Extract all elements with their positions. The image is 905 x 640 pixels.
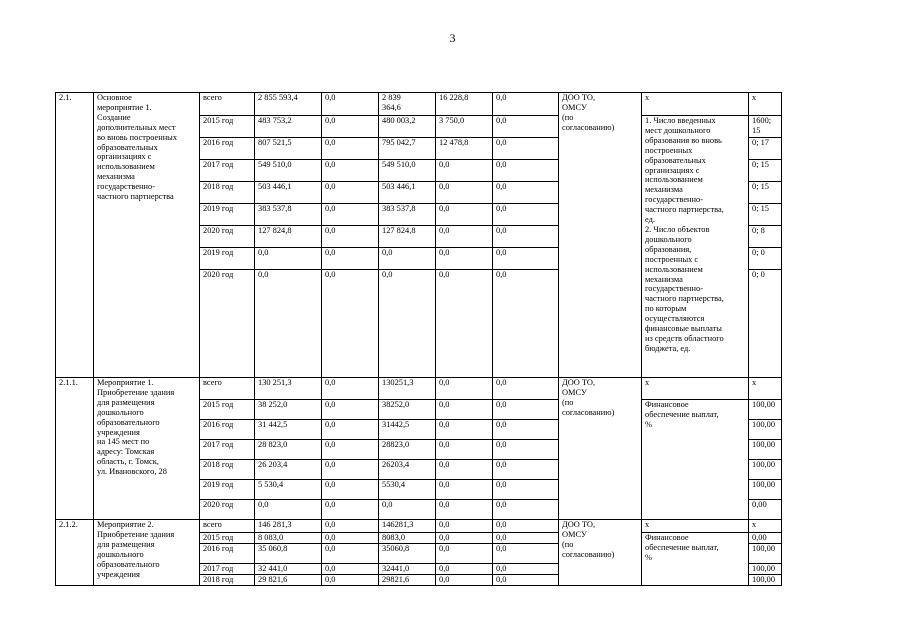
regional-funding: 35060,8 [379, 544, 436, 564]
total-funding: 35 060,8 [255, 544, 322, 564]
total-funding: 130 251,3 [255, 378, 322, 400]
total-funding: 383 537,8 [255, 204, 322, 226]
year-cell: 2019 год [200, 248, 255, 270]
section-number: 2.1.1. [56, 378, 94, 520]
year-cell: 2018 год [200, 182, 255, 204]
regional-funding: 8083,0 [379, 533, 436, 544]
local-funding: 16 228,8 [436, 93, 493, 116]
regional-funding: 503 446,1 [379, 182, 436, 204]
total-funding: 0,0 [255, 270, 322, 378]
other-funding: 0,0 [493, 138, 559, 160]
executor: ДОО ТО, ОМСУ (по согласованию) [559, 93, 642, 378]
indicator-header: х [642, 520, 749, 533]
local-funding: 0,0 [436, 440, 493, 460]
section-name: Мероприятие 1. Приобретение здания для размещения дошкольного образовательного учреждения на 145 мест по адресу: Томская область, г. Томск, ул. Ивановского, 28 [94, 378, 200, 520]
section-name: Основное мероприятие 1. Создание дополнительных мест во вновь построенных образовательных организациях с использованием механизма государственно- частного партнерства [94, 93, 200, 378]
indicator-value: 100,00 [749, 480, 782, 500]
regional-funding: 28823,0 [379, 440, 436, 460]
year-cell: 2019 год [200, 204, 255, 226]
other-funding: 0,0 [493, 160, 559, 182]
page-number: 3 [449, 31, 456, 45]
local-funding: 0,0 [436, 248, 493, 270]
indicator-header: х [642, 378, 749, 400]
indicator-value: 0; 15 [749, 204, 782, 226]
section-number: 2.1. [56, 93, 94, 378]
year-cell: 2015 год [200, 533, 255, 544]
year-cell: 2017 год [200, 564, 255, 575]
indicator-value: 0; 0 [749, 270, 782, 378]
other-funding: 0,0 [493, 575, 559, 586]
regional-funding: 26203,4 [379, 460, 436, 480]
federal-funding: 0,0 [322, 520, 379, 533]
indicator-value: 100,00 [749, 440, 782, 460]
local-funding: 0,0 [436, 378, 493, 400]
executor: ДОО ТО, ОМСУ (по согласованию) [559, 520, 642, 586]
regional-funding: 0,0 [379, 248, 436, 270]
regional-funding: 146281,3 [379, 520, 436, 533]
regional-funding: 29821,6 [379, 575, 436, 586]
indicator-description: Финансовое обеспечение выплат, % [642, 533, 749, 586]
total-funding: 8 083,0 [255, 533, 322, 544]
year-cell: 2020 год [200, 500, 255, 520]
other-funding: 0,0 [493, 182, 559, 204]
federal-funding: 0,0 [322, 116, 379, 138]
federal-funding: 0,0 [322, 575, 379, 586]
year-cell: всего [200, 93, 255, 116]
regional-funding: 795 042,7 [379, 138, 436, 160]
federal-funding: 0,0 [322, 544, 379, 564]
other-funding: 0,0 [493, 93, 559, 116]
total-funding: 483 753,2 [255, 116, 322, 138]
local-funding: 0,0 [436, 533, 493, 544]
year-cell: 2018 год [200, 460, 255, 480]
year-cell: 2017 год [200, 160, 255, 182]
indicator-value: 0; 0 [749, 248, 782, 270]
indicator-value: 100,00 [749, 575, 782, 586]
other-funding: 0,0 [493, 226, 559, 248]
federal-funding: 0,0 [322, 138, 379, 160]
federal-funding: 0,0 [322, 440, 379, 460]
indicator-value: 0; 17 [749, 138, 782, 160]
year-cell: 2015 год [200, 400, 255, 420]
section-name: Мероприятие 2. Приобретение здания для размещения дошкольного образовательного учреждения [94, 520, 200, 586]
year-cell: 2016 год [200, 420, 255, 440]
federal-funding: 0,0 [322, 460, 379, 480]
indicator-value: 100,00 [749, 564, 782, 575]
other-funding: 0,0 [493, 544, 559, 564]
total-funding: 807 521,5 [255, 138, 322, 160]
indicator-description: 1. Число введенных мест дошкольного образования во вновь построенных образовательных организациях с использованием механизма государственно- частного партнерства, ед. 2. Число объектов дошкольного образования, построенных с использованием механизма государственно- частного партнерства, по которым осуществляются финансовые выплаты из средств областного бюджета, ед. [642, 116, 749, 378]
other-funding: 0,0 [493, 204, 559, 226]
indicator-value: 0; 8 [749, 226, 782, 248]
total-funding: 38 252,0 [255, 400, 322, 420]
other-funding: 0,0 [493, 400, 559, 420]
other-funding: 0,0 [493, 116, 559, 138]
local-funding: 0,0 [436, 160, 493, 182]
federal-funding: 0,0 [322, 270, 379, 378]
other-funding: 0,0 [493, 480, 559, 500]
total-funding: 0,0 [255, 500, 322, 520]
indicator-value: 100,00 [749, 544, 782, 564]
executor: ДОО ТО, ОМСУ (по согласованию) [559, 378, 642, 520]
other-funding: 0,0 [493, 520, 559, 533]
local-funding: 0,0 [436, 400, 493, 420]
indicator-value: 0; 15 [749, 182, 782, 204]
total-funding: 31 442,5 [255, 420, 322, 440]
regional-funding: 480 003,2 [379, 116, 436, 138]
year-cell: 2015 год [200, 116, 255, 138]
indicator-value: 1600; 15 [749, 116, 782, 138]
total-funding: 503 446,1 [255, 182, 322, 204]
year-cell: всего [200, 520, 255, 533]
indicator-value: 100,00 [749, 460, 782, 480]
other-funding: 0,0 [493, 378, 559, 400]
local-funding: 3 750,0 [436, 116, 493, 138]
other-funding: 0,0 [493, 420, 559, 440]
year-cell: 2017 год [200, 440, 255, 460]
federal-funding: 0,0 [322, 182, 379, 204]
indicator-header: х [642, 93, 749, 116]
indicator-value: 100,00 [749, 400, 782, 420]
federal-funding: 0,0 [322, 500, 379, 520]
year-cell: 2016 год [200, 544, 255, 564]
year-cell: 2016 год [200, 138, 255, 160]
regional-funding: 383 537,8 [379, 204, 436, 226]
regional-funding: 38252,0 [379, 400, 436, 420]
table-row [56, 520, 782, 533]
regional-funding: 130251,3 [379, 378, 436, 400]
local-funding: 0,0 [436, 226, 493, 248]
federal-funding: 0,0 [322, 160, 379, 182]
regional-funding: 0,0 [379, 500, 436, 520]
program-activities-table [55, 92, 782, 586]
federal-funding: 0,0 [322, 533, 379, 544]
local-funding: 0,0 [436, 564, 493, 575]
local-funding: 0,0 [436, 500, 493, 520]
total-funding: 127 824,8 [255, 226, 322, 248]
other-funding: 0,0 [493, 270, 559, 378]
table-row [56, 93, 782, 116]
federal-funding: 0,0 [322, 378, 379, 400]
total-funding: 549 510,0 [255, 160, 322, 182]
year-cell: всего [200, 378, 255, 400]
regional-funding: 5530,4 [379, 480, 436, 500]
other-funding: 0,0 [493, 533, 559, 544]
local-funding: 0,0 [436, 270, 493, 378]
total-funding: 32 441,0 [255, 564, 322, 575]
indicator-value: 0,00 [749, 500, 782, 520]
total-funding: 146 281,3 [255, 520, 322, 533]
local-funding: 0,0 [436, 544, 493, 564]
other-funding: 0,0 [493, 500, 559, 520]
total-funding: 29 821,6 [255, 575, 322, 586]
total-funding: 26 203,4 [255, 460, 322, 480]
federal-funding: 0,0 [322, 93, 379, 116]
local-funding: 0,0 [436, 520, 493, 533]
local-funding: 0,0 [436, 204, 493, 226]
regional-funding: 127 824,8 [379, 226, 436, 248]
local-funding: 0,0 [436, 460, 493, 480]
federal-funding: 0,0 [322, 204, 379, 226]
regional-funding: 0,0 [379, 270, 436, 378]
regional-funding: 2 839 364,6 [379, 93, 436, 116]
total-funding: 0,0 [255, 248, 322, 270]
indicator-value: 100,00 [749, 420, 782, 440]
indicator-value: 0,00 [749, 533, 782, 544]
year-cell: 2020 год [200, 226, 255, 248]
other-funding: 0,0 [493, 460, 559, 480]
regional-funding: 549 510,0 [379, 160, 436, 182]
federal-funding: 0,0 [322, 400, 379, 420]
federal-funding: 0,0 [322, 420, 379, 440]
year-cell: 2019 год [200, 480, 255, 500]
indicator-value: х [749, 93, 782, 116]
regional-funding: 31442,5 [379, 420, 436, 440]
federal-funding: 0,0 [322, 480, 379, 500]
other-funding: 0,0 [493, 564, 559, 575]
indicator-description: Финансовое обеспечение выплат, % [642, 400, 749, 520]
local-funding: 0,0 [436, 182, 493, 204]
other-funding: 0,0 [493, 440, 559, 460]
federal-funding: 0,0 [322, 564, 379, 575]
local-funding: 12 478,8 [436, 138, 493, 160]
total-funding: 28 823,0 [255, 440, 322, 460]
year-cell: 2018 год [200, 575, 255, 586]
indicator-value: 0; 15 [749, 160, 782, 182]
federal-funding: 0,0 [322, 248, 379, 270]
indicator-value: х [749, 520, 782, 533]
year-cell: 2020 год [200, 270, 255, 378]
total-funding: 2 855 593,4 [255, 93, 322, 116]
total-funding: 5 530,4 [255, 480, 322, 500]
table-row [56, 378, 782, 400]
section-number: 2.1.2. [56, 520, 94, 586]
federal-funding: 0,0 [322, 226, 379, 248]
local-funding: 0,0 [436, 420, 493, 440]
local-funding: 0,0 [436, 575, 493, 586]
indicator-value: х [749, 378, 782, 400]
local-funding: 0,0 [436, 480, 493, 500]
other-funding: 0,0 [493, 248, 559, 270]
regional-funding: 32441,0 [379, 564, 436, 575]
